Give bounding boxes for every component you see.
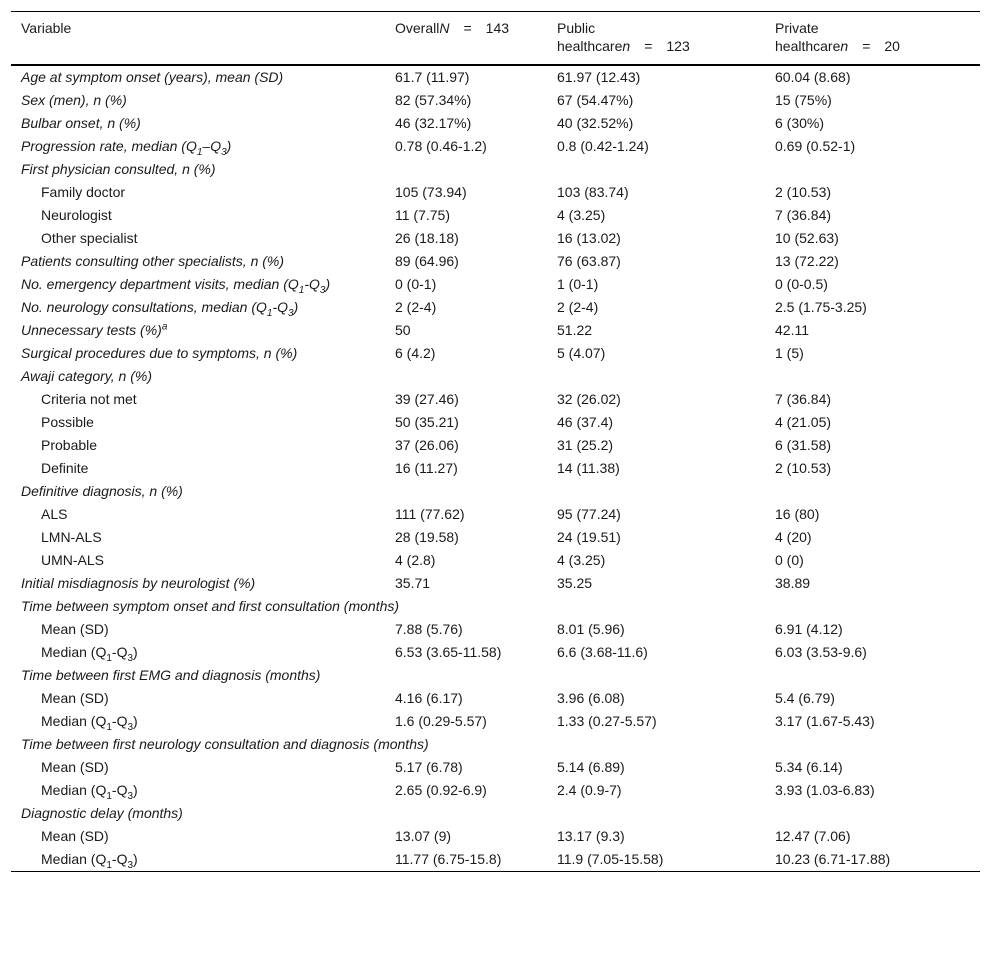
private-cell: 3.93 (1.03-6.83)	[775, 782, 875, 798]
overall-cell: 13.07 (9)	[395, 828, 452, 844]
table-row	[11, 365, 980, 388]
overall-cell: 11 (7.75)	[395, 207, 450, 223]
public-cell	[547, 480, 765, 503]
variable-cell	[11, 779, 385, 802]
subscript: 1	[298, 284, 305, 296]
variable-label: Family doctor	[41, 184, 126, 200]
footnote-marker: a	[161, 321, 168, 333]
variable-label: Probable	[41, 437, 98, 453]
variable-cell	[11, 365, 385, 388]
overall-cell	[385, 480, 547, 503]
header-row	[11, 12, 980, 66]
variable-label-part: -Q	[304, 276, 320, 292]
variable-cell	[11, 618, 385, 641]
variable-cell	[11, 664, 980, 687]
overall-cell: 7.88 (5.76)	[395, 621, 463, 637]
overall-cell: 6 (4.2)	[395, 345, 436, 361]
variable-cell	[11, 204, 385, 227]
private-cell: 15 (75%)	[775, 92, 832, 108]
variable-label: Time between first EMG and diagnosis (months)	[21, 667, 321, 683]
overall-cell: 82 (57.34%)	[395, 92, 472, 108]
overall-cell: 4.16 (6.17)	[395, 690, 463, 706]
table-row	[11, 756, 980, 779]
overall-cell: 50	[395, 322, 411, 338]
variable-cell	[11, 135, 385, 158]
variable-label: Criteria not met	[41, 391, 137, 407]
public-cell: 103 (83.74)	[557, 184, 629, 200]
table-row	[11, 457, 980, 480]
table-body	[11, 65, 980, 872]
table-row	[11, 342, 980, 365]
private-cell: 6 (30%)	[775, 115, 825, 131]
table-row	[11, 319, 980, 342]
public-cell: 31 (25.2)	[557, 437, 614, 453]
table-row	[11, 687, 980, 710]
public-cell: 67 (54.47%)	[557, 92, 634, 108]
public-cell	[547, 158, 765, 181]
variable-label: Other specialist	[41, 230, 138, 246]
variable-label: Sex (men), n (%)	[21, 92, 127, 108]
variable-cell	[11, 273, 385, 296]
table-row	[11, 89, 980, 112]
overall-cell: 2 (2-4)	[395, 299, 437, 315]
table-row	[11, 411, 980, 434]
variable-label: Progression rate, median (Q	[21, 138, 197, 154]
table-row	[11, 848, 980, 872]
private-cell: 4 (21.05)	[775, 414, 832, 430]
table-row	[11, 112, 980, 135]
overall-cell: 105 (73.94)	[395, 184, 467, 200]
table-row	[11, 733, 980, 756]
private-cell: 10.23 (6.71-17.88)	[765, 848, 980, 872]
variable-label: Median (Q	[41, 782, 107, 798]
table-row	[11, 664, 980, 687]
table-row	[11, 618, 980, 641]
subscript: 1	[106, 652, 112, 664]
private-cell: 6.03 (3.53-9.6)	[775, 644, 867, 660]
public-cell: 1.33 (0.27-5.57)	[557, 713, 657, 729]
public-cell: 2.4 (0.9-7)	[557, 782, 622, 798]
private-cell: 5.4 (6.79)	[775, 690, 835, 706]
private-cell: 6 (31.58)	[775, 437, 832, 453]
variable-label-part: )	[133, 851, 138, 867]
variable-label: Unnecessary tests (%)	[21, 322, 162, 338]
overall-cell: 0 (0-1)	[395, 276, 437, 292]
table-row	[11, 503, 980, 526]
public-cell: 14 (11.38)	[557, 460, 620, 476]
variable-cell	[11, 710, 385, 733]
table-row	[11, 549, 980, 572]
subscript: 3	[127, 652, 134, 664]
variable-cell	[11, 89, 385, 112]
variable-label: Awaji category, n (%)	[21, 368, 152, 384]
header-overall-label: Overall	[395, 20, 440, 36]
variable-cell	[11, 411, 385, 434]
variable-cell	[11, 65, 385, 89]
variable-label-part: -Q	[111, 644, 128, 660]
subscript: 1	[266, 307, 273, 319]
header-public-label1: Public	[557, 20, 596, 36]
variable-cell	[11, 457, 385, 480]
private-cell: 16 (80)	[775, 506, 820, 522]
variable-label: Age at symptom onset (years), mean (SD)	[21, 69, 284, 85]
variable-label: Mean (SD)	[41, 828, 109, 844]
data-table	[11, 11, 980, 872]
public-cell: 76 (63.87)	[557, 253, 621, 269]
variable-label: Surgical procedures due to symptoms, n (%)	[21, 345, 298, 361]
variable-label-part: -Q	[111, 782, 128, 798]
overall-cell: 89 (64.96)	[395, 253, 459, 269]
public-cell: 95 (77.24)	[557, 506, 621, 522]
public-cell: 11.9 (7.05-15.58)	[547, 848, 765, 872]
public-cell: 35.25	[557, 575, 593, 591]
variable-label: Mean (SD)	[41, 759, 109, 775]
variable-label-part: )	[325, 276, 331, 292]
table-row	[11, 273, 980, 296]
table-row	[11, 480, 980, 503]
public-cell: 5.14 (6.89)	[557, 759, 625, 775]
subscript: 3	[127, 859, 134, 871]
variable-cell	[11, 227, 385, 250]
public-cell: 1 (0-1)	[557, 276, 599, 292]
header-overall-eq: =	[463, 20, 472, 36]
private-cell: 42.11	[775, 322, 809, 338]
variable-cell	[11, 181, 385, 204]
variable-cell	[11, 434, 385, 457]
table-header	[11, 12, 980, 66]
variable-label: LMN-ALS	[41, 529, 102, 545]
table-row	[11, 65, 980, 89]
variable-label-part: -Q	[272, 299, 289, 315]
variable-label: Median (Q	[41, 644, 107, 660]
variable-cell	[11, 595, 980, 618]
private-cell	[765, 365, 980, 388]
variable-label-part: )	[133, 782, 138, 798]
overall-cell: 16 (11.27)	[395, 460, 458, 476]
private-cell: 5.34 (6.14)	[775, 759, 843, 775]
public-cell: 5 (4.07)	[557, 345, 606, 361]
variable-label: Time between symptom onset and first consultation (months)	[21, 598, 400, 614]
variable-cell	[11, 158, 385, 181]
variable-label: No. emergency department visits, median (Q	[21, 276, 299, 292]
overall-cell	[385, 365, 547, 388]
header-public-symbol: n	[622, 38, 631, 54]
variable-cell	[11, 802, 980, 825]
private-cell: 3.17 (1.67-5.43)	[775, 713, 875, 729]
variable-label: Definite	[41, 460, 89, 476]
public-cell: 4 (3.25)	[557, 552, 606, 568]
variable-cell	[11, 319, 385, 342]
private-cell: 10 (52.63)	[775, 230, 839, 246]
table-row	[11, 296, 980, 319]
overall-cell: 111 (77.62)	[395, 506, 465, 522]
header-private	[765, 12, 980, 66]
table-row	[11, 572, 980, 595]
subscript: 3	[288, 307, 294, 319]
overall-cell: 35.71	[395, 575, 431, 591]
private-cell: 38.89	[775, 575, 811, 591]
table-row	[11, 825, 980, 848]
variable-label: Initial misdiagnosis by neurologist (%)	[21, 575, 256, 591]
private-cell: 7 (36.84)	[775, 207, 832, 223]
private-cell: 2.5 (1.75-3.25)	[775, 299, 867, 315]
header-private-eq: =	[862, 38, 871, 54]
table-row	[11, 158, 980, 181]
public-cell: 13.17 (9.3)	[557, 828, 625, 844]
variable-label: Median (Q	[41, 713, 107, 729]
overall-cell	[385, 158, 547, 181]
header-public	[547, 12, 765, 66]
variable-label: UMN-ALS	[41, 552, 105, 568]
public-cell: 40 (32.52%)	[557, 115, 634, 131]
private-cell: 2 (10.53)	[775, 184, 832, 200]
private-cell: 13 (72.22)	[775, 253, 839, 269]
overall-cell: 6.53 (3.65-11.58)	[395, 644, 502, 660]
variable-cell	[11, 503, 385, 526]
private-cell: 7 (36.84)	[775, 391, 832, 407]
table-row	[11, 135, 980, 158]
subscript: 3	[127, 790, 134, 802]
variable-label: First physician consulted, n (%)	[21, 161, 216, 177]
data-table-container	[11, 11, 980, 872]
private-cell	[765, 480, 980, 503]
public-cell: 46 (37.4)	[557, 414, 614, 430]
private-cell: 0.69 (0.52-1)	[775, 138, 856, 154]
variable-label-part: )	[133, 644, 138, 660]
table-row	[11, 710, 980, 733]
public-cell: 51.22	[557, 322, 593, 338]
variable-label-part: -Q	[111, 713, 128, 729]
variable-label-part: )	[133, 713, 138, 729]
variable-cell	[11, 549, 385, 572]
variable-label: Mean (SD)	[41, 690, 109, 706]
variable-label: Neurologist	[41, 207, 112, 223]
table-row	[11, 641, 980, 664]
public-cell: 0.8 (0.42-1.24)	[557, 138, 649, 154]
private-cell: 60.04 (8.68)	[775, 69, 851, 85]
table-row	[11, 779, 980, 802]
private-cell: 1 (5)	[775, 345, 804, 361]
variable-cell	[11, 526, 385, 549]
header-public-eq: =	[644, 38, 653, 54]
overall-cell: 4 (2.8)	[395, 552, 436, 568]
overall-cell: 11.77 (6.75-15.8)	[385, 848, 547, 872]
public-cell: 3.96 (6.08)	[557, 690, 625, 706]
table-row	[11, 181, 980, 204]
table-row	[11, 388, 980, 411]
variable-label-part: –Q	[202, 138, 222, 154]
overall-cell: 37 (26.06)	[395, 437, 459, 453]
overall-cell: 46 (32.17%)	[395, 115, 472, 131]
header-public-value: 123	[666, 38, 690, 54]
table-row	[11, 250, 980, 273]
variable-cell	[11, 733, 980, 756]
subscript: 1	[196, 146, 203, 158]
variable-cell	[11, 388, 385, 411]
public-cell: 24 (19.51)	[557, 529, 621, 545]
variable-label-part: )	[226, 138, 232, 154]
overall-cell: 5.17 (6.78)	[395, 759, 463, 775]
overall-cell: 1.6 (0.29-5.57)	[395, 713, 487, 729]
header-overall-value: 143	[485, 20, 510, 36]
variable-label: ALS	[41, 506, 68, 522]
private-cell	[765, 158, 980, 181]
public-cell: 6.6 (3.68-11.6)	[557, 644, 648, 660]
variable-label: No. neurology consultations, median (Q	[21, 299, 267, 315]
variable-label-part: -Q	[111, 851, 128, 867]
overall-cell: 50 (35.21)	[395, 414, 459, 430]
private-cell: 0 (0-0.5)	[775, 276, 828, 292]
variable-label: Mean (SD)	[41, 621, 109, 637]
header-overall	[385, 12, 547, 66]
overall-cell: 61.7 (11.97)	[395, 69, 470, 85]
private-cell: 0 (0)	[775, 552, 804, 568]
subscript: 1	[106, 859, 112, 871]
variable-label: Possible	[41, 414, 94, 430]
variable-label-part: )	[293, 299, 299, 315]
subscript: 1	[106, 721, 112, 733]
variable-cell	[11, 687, 385, 710]
table-row	[11, 526, 980, 549]
header-private-label1: Private	[775, 20, 819, 36]
subscript: 3	[319, 284, 326, 296]
header-private-symbol: n	[840, 38, 849, 54]
private-cell: 6.91 (4.12)	[775, 621, 843, 637]
variable-label: Time between first neurology consultation and diagnosis (months)	[21, 736, 429, 752]
public-cell: 32 (26.02)	[557, 391, 621, 407]
variable-cell	[11, 296, 385, 319]
variable-label: Median (Q	[41, 851, 107, 867]
table-row	[11, 802, 980, 825]
public-cell	[547, 365, 765, 388]
overall-cell: 26 (18.18)	[395, 230, 459, 246]
table-row	[11, 434, 980, 457]
variable-label: Definitive diagnosis, n (%)	[21, 483, 183, 499]
variable-cell	[11, 641, 385, 664]
variable-cell	[11, 250, 385, 273]
header-private-value: 20	[884, 38, 900, 54]
public-cell: 8.01 (5.96)	[557, 621, 625, 637]
variable-cell	[11, 572, 385, 595]
public-cell: 2 (2-4)	[557, 299, 599, 315]
public-cell: 61.97 (12.43)	[557, 69, 641, 85]
subscript: 3	[221, 146, 227, 158]
variable-label: Patients consulting other specialists, n (%)	[21, 253, 285, 269]
overall-cell: 2.65 (0.92-6.9)	[395, 782, 487, 798]
table-row	[11, 204, 980, 227]
table-row	[11, 227, 980, 250]
private-cell: 4 (20)	[775, 529, 812, 545]
table-row	[11, 595, 980, 618]
variable-cell	[11, 756, 385, 779]
overall-cell: 28 (19.58)	[395, 529, 459, 545]
header-variable: Variable	[11, 12, 385, 66]
variable-cell	[11, 342, 385, 365]
variable-label: Diagnostic delay (months)	[21, 805, 183, 821]
subscript: 1	[106, 790, 112, 802]
header-overall-symbol: N	[439, 20, 450, 36]
subscript: 3	[127, 721, 134, 733]
overall-cell: 39 (27.46)	[395, 391, 459, 407]
variable-cell	[11, 825, 385, 848]
header-private-label2: healthcare	[775, 38, 841, 54]
overall-cell: 0.78 (0.46-1.2)	[395, 138, 487, 154]
variable-cell	[11, 112, 385, 135]
public-cell: 4 (3.25)	[557, 207, 606, 223]
header-public-label2: healthcare	[557, 38, 623, 54]
private-cell: 2 (10.53)	[775, 460, 832, 476]
public-cell: 16 (13.02)	[557, 230, 621, 246]
variable-label: Bulbar onset, n (%)	[21, 115, 141, 131]
private-cell: 12.47 (7.06)	[775, 828, 851, 844]
variable-cell	[11, 848, 385, 872]
variable-cell	[11, 480, 385, 503]
